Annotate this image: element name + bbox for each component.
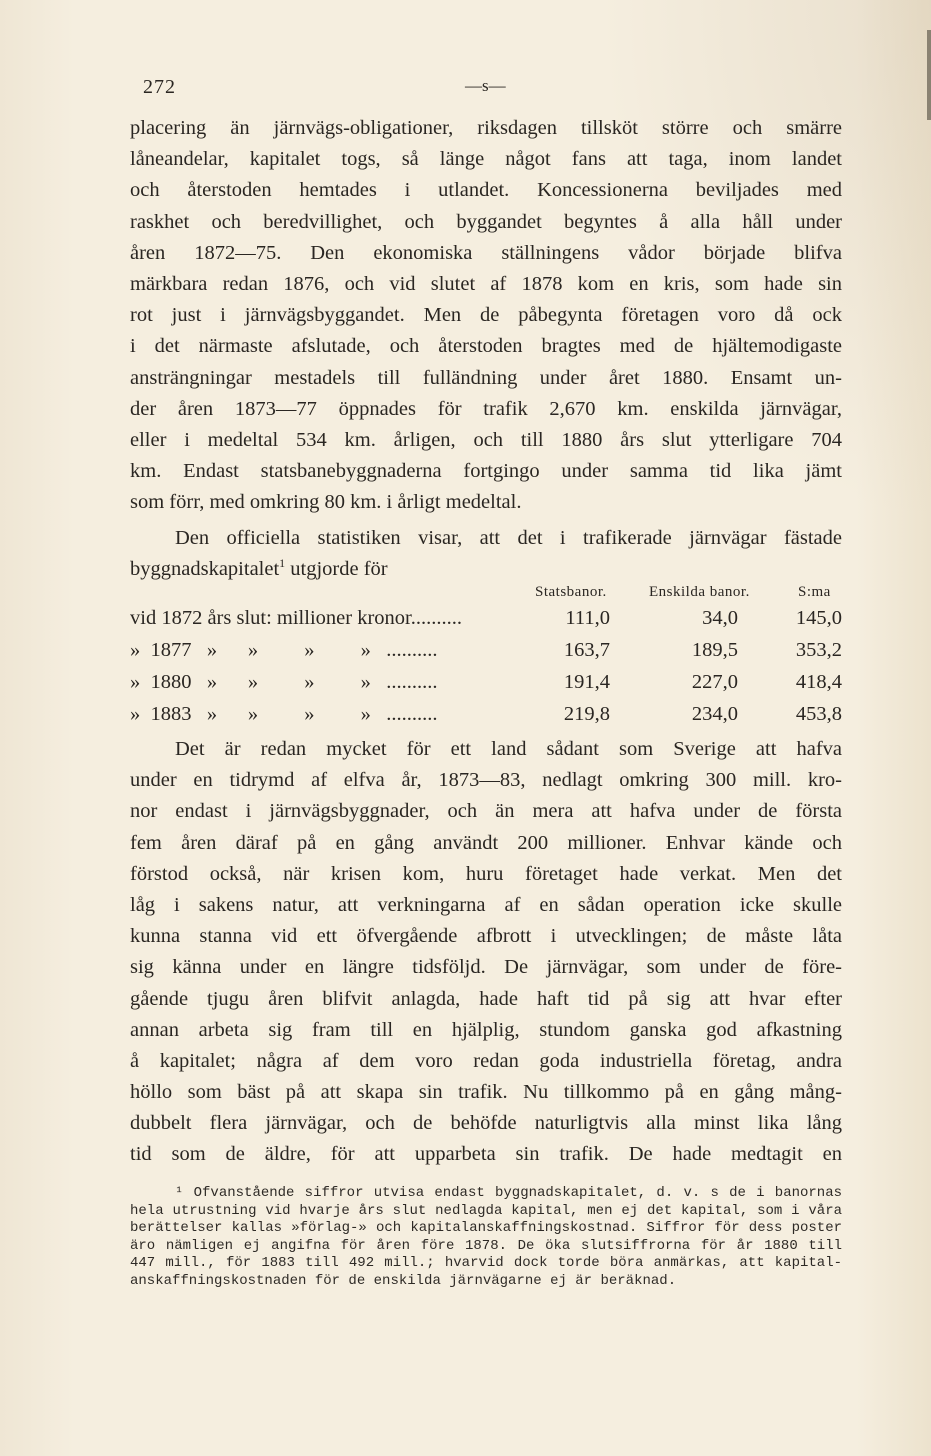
text-line: rot just i järnvägsbyggandet. Men de påbegynta företagen voro då ock	[130, 304, 842, 327]
text-line-with-footnote	[130, 554, 842, 585]
footnote-line: berättelser kallas »förlag-» och kapitalanskaffningskostnad. Siffror för dess poster	[130, 1220, 842, 1237]
text-line: annan arbeta sig fram till en hjälplig, stundom ganska god afkastning	[130, 1018, 842, 1041]
text-line: placering än järnvägs-obligationer, riksdagen tillsköt större och smärre	[130, 117, 842, 139]
paragraph-3	[130, 734, 842, 1171]
text-line: höllo som bäst på att skapa sin trafik. Nu tillkommo på en gång mång-	[130, 1081, 842, 1104]
text-line: å kapitalet; några af dem voro redan goda industriella företag, andra	[130, 1049, 842, 1072]
cell-statsbanor: 163,7	[563, 639, 610, 661]
row-label: » 1877 » » » » ..........	[130, 639, 438, 661]
row-label: vid 1872 års slut: millioner kronor..........	[130, 607, 462, 629]
text-line: eller i medeltal 534 km. årligen, och till 1880 års slut ytterligare 704	[130, 428, 842, 451]
text-line: förstod också, när krisen kom, huru företaget hade verkat. Men det	[130, 862, 842, 885]
footnote-line: 447 mill., för 1883 till 492 mill.; hvarvid dock torde böra anmärkas, att kapital-	[130, 1255, 842, 1272]
cell-summa: 145,0	[795, 607, 842, 629]
text-fragment: byggnadskapitalet	[130, 558, 280, 581]
text-line: Det är redan mycket för ett land sådant som Sverige att hafva	[175, 738, 842, 760]
text-line: i det närmaste afslutade, och återstoden bragtes med de hjältemodigaste	[130, 335, 842, 358]
page-header	[143, 76, 843, 102]
cell-summa: 418,4	[795, 671, 842, 693]
cell-statsbanor: 219,8	[563, 703, 610, 725]
table-row	[130, 607, 842, 638]
footnote-line: äro nämligen ej angifna för åren före 1878. De öka slutsiffrorna för år 1880 till	[130, 1237, 842, 1254]
text-line: åren 1872—75. Den ekonomiska ställningens vådor började blifva	[130, 241, 842, 264]
cell-enskilda: 227,0	[691, 671, 738, 693]
column-header-summa: S:ma	[798, 584, 831, 600]
page-number: 272	[143, 76, 176, 98]
page-edge-mark	[927, 30, 931, 120]
footnote-line: anskaffningskostnaden för de enskilda järnvägarne ej är beräknad.	[130, 1272, 677, 1289]
text-line: fem åren däraf på en gång användt 200 millioner. Enhvar kände och	[130, 831, 842, 854]
text-line: låneandelar, kapitalet togs, så länge något fans att taga, inom landet	[130, 148, 842, 171]
table-row	[130, 703, 842, 734]
cell-statsbanor: 111,0	[565, 607, 610, 629]
text-line: låg i sakens natur, att verkningarna af en sådan operation icke skulle	[130, 893, 842, 916]
text-line: märkbara redan 1876, och vid slutet af 1878 kom en kris, som hade sin	[130, 272, 842, 295]
table-header	[130, 584, 842, 608]
text-line: nor endast i järnvägsbyggnader, och än mera att hafva under de första	[130, 800, 842, 823]
footnote	[130, 1185, 842, 1291]
cell-enskilda: 234,0	[691, 703, 738, 725]
text-line: kunna stanna vid ett öfvergående afbrott i utvecklingen; de måste låta	[130, 925, 842, 948]
column-header-statsbanor: Statsbanor.	[535, 584, 607, 600]
text-line: ansträngningar mestadels till fulländning under året 1880. Ensamt un-	[130, 366, 842, 389]
cell-summa: 353,2	[795, 639, 842, 661]
column-header-enskilda: Enskilda banor.	[649, 584, 750, 600]
text-line: sig känna under en längre tidsföljd. De järnvägar, som under de före-	[130, 956, 842, 979]
text-line: Den officiella statistiken visar, att det i trafikerade järnvägar fästade	[175, 527, 842, 549]
text-line: under en tidrymd af elfva år, 1873—83, nedlagt omkring 300 mill. kro-	[130, 769, 842, 792]
text-line: raskhet och beredvillighet, och byggandet begyntes å alla håll under	[130, 210, 842, 233]
cell-enskilda: 34,0	[702, 607, 738, 629]
text-line: gående tjugu åren blifvit anlagda, hade haft tid på sig att hvar efter	[130, 987, 842, 1010]
text-line: der åren 1873—77 öppnades för trafik 2,670 km. enskilda järnvägar,	[130, 397, 842, 420]
signature-mark: —s—	[465, 76, 506, 95]
text-line: som förr, med omkring 80 km. i årligt medeltal.	[130, 491, 522, 514]
paragraph-1	[130, 113, 842, 518]
footnote-line: hela utrustning vid hvarje års slut nedlagda kapital, men ej det kapital, som i våra	[130, 1202, 842, 1219]
text-line: tid som de äldre, för att upparbeta sin trafik. De hade medtagit en	[130, 1143, 842, 1166]
footnote-marker: 1	[279, 556, 286, 571]
row-label: » 1883 » » » » ..........	[130, 703, 438, 725]
paragraph-2	[130, 523, 842, 585]
footnote-line: ¹ Ofvanstående siffror utvisa endast byggnadskapitalet, d. v. s de i banornas	[175, 1185, 842, 1201]
cell-summa: 453,8	[795, 703, 842, 725]
table-row	[130, 671, 842, 702]
text-fragment: utgjorde för	[290, 558, 388, 581]
cell-enskilda: 189,5	[691, 639, 738, 661]
text-line: dubbelt flera järnvägar, och de behöfde naturligtvis alla minst lika lång	[130, 1112, 842, 1135]
text-line: km. Endast statsbanebyggnaderna fortgingo under samma tid lika jämt	[130, 460, 842, 483]
text-line: och återstoden hemtades i utlandet. Koncessionerna beviljades med	[130, 179, 842, 202]
table-row	[130, 639, 842, 670]
row-label: » 1880 » » » » ..........	[130, 671, 438, 693]
cell-statsbanor: 191,4	[563, 671, 610, 693]
